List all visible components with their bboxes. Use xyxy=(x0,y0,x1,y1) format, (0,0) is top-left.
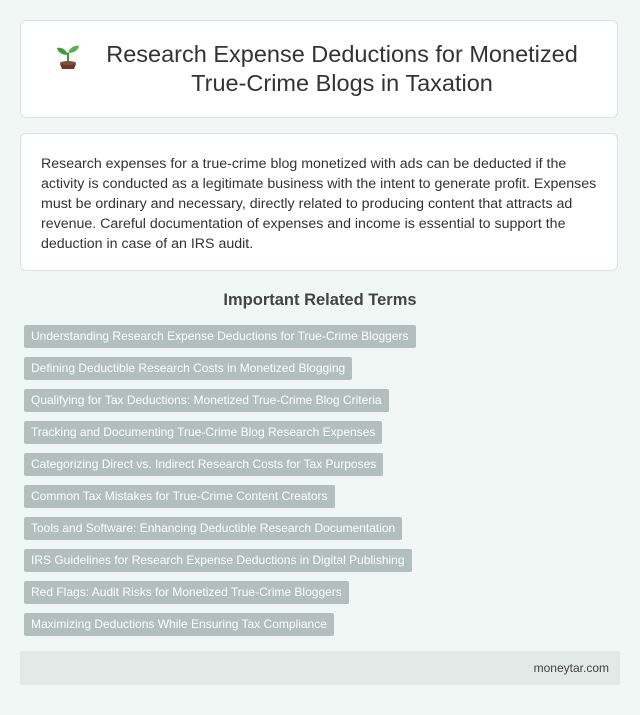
related-term-tag[interactable]: Tracking and Documenting True-Crime Blog Research Expenses xyxy=(24,421,382,444)
related-term-tag[interactable]: Red Flags: Audit Risks for Monetized True-Crime Bloggers xyxy=(24,581,349,604)
list-item xyxy=(24,325,624,357)
related-term-tag[interactable]: IRS Guidelines for Research Expense Deductions in Digital Publishing xyxy=(24,549,412,572)
list-item xyxy=(24,581,624,613)
list-item xyxy=(24,453,624,485)
list-item xyxy=(24,357,624,389)
related-term-tag[interactable]: Categorizing Direct vs. Indirect Research Costs for Tax Purposes xyxy=(24,453,383,476)
title-wrap xyxy=(51,40,587,98)
related-term-tag[interactable]: Qualifying for Tax Deductions: Monetized True-Crime Blog Criteria xyxy=(24,389,389,412)
related-term-tag[interactable]: Defining Deductible Research Costs in Monetized Blogging xyxy=(24,357,352,380)
sprout-icon xyxy=(55,42,81,70)
list-item xyxy=(24,421,624,453)
summary-text: Research expenses for a true-crime blog monetized with ads can be deducted if the activity is conducted as a legitimate business with the intent to generate profit. Expenses must be ordinary and necessary, directly related to producing content that attracts ad revenue. Careful documentation of expenses and income is essential to support the deduction in case of an IRS audit. xyxy=(41,156,597,252)
related-terms-heading: Important Related Terms xyxy=(223,291,417,309)
list-item xyxy=(24,485,624,517)
page-title: Research Expense Deductions for Monetized True-Crime Blogs in Taxation xyxy=(106,41,578,96)
related-term-tag[interactable]: Tools and Software: Enhancing Deductible Research Documentation xyxy=(24,517,402,540)
footer-site-link[interactable]: moneytar.com xyxy=(533,661,609,675)
footer xyxy=(20,651,620,685)
summary-card xyxy=(20,133,618,271)
list-item xyxy=(24,517,624,549)
list-item xyxy=(24,549,624,581)
list-item xyxy=(24,613,624,645)
related-terms-list xyxy=(24,325,624,645)
title-card xyxy=(20,20,618,118)
related-term-tag[interactable]: Maximizing Deductions While Ensuring Tax Compliance xyxy=(24,613,334,636)
related-term-tag[interactable]: Understanding Research Expense Deductions for True-Crime Bloggers xyxy=(24,325,416,348)
list-item xyxy=(24,389,624,421)
related-term-tag[interactable]: Common Tax Mistakes for True-Crime Content Creators xyxy=(24,485,335,508)
